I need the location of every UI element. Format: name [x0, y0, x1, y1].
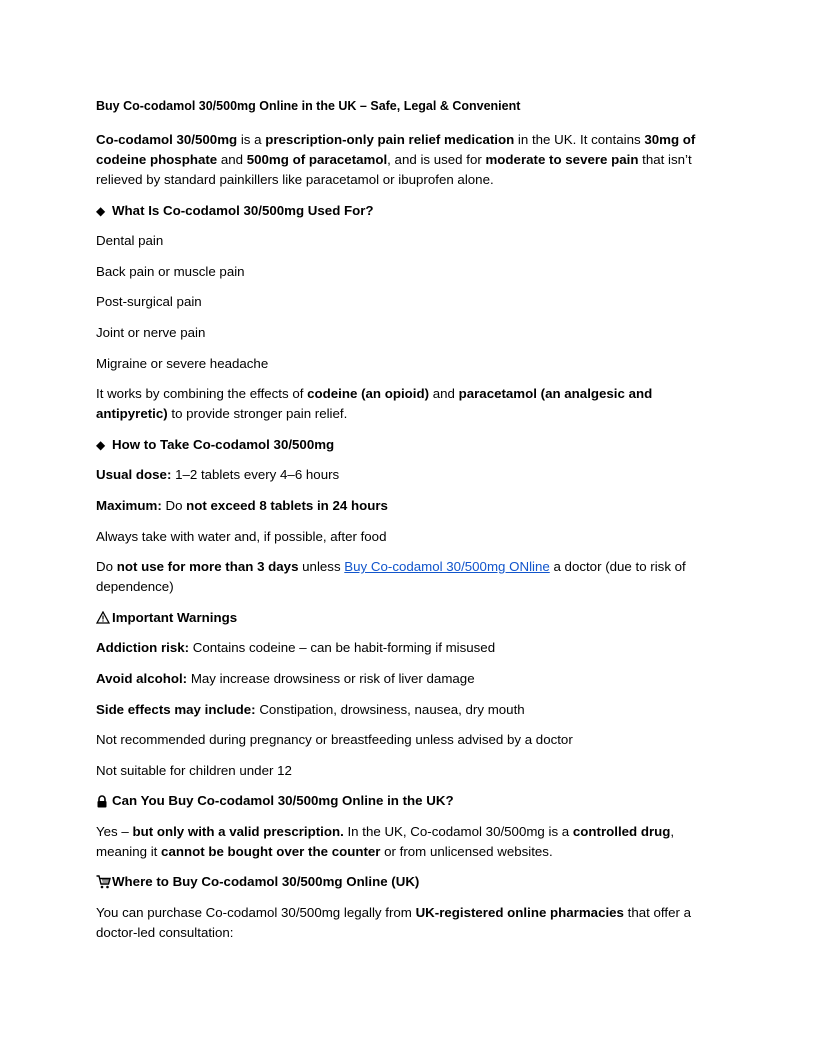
- used-for-heading: ◆ What Is Co-codamol 30/500mg Used For?: [96, 201, 722, 221]
- can-buy-heading: Can You Buy Co-codamol 30/500mg Online in the UK?: [96, 791, 722, 811]
- where-paragraph: You can purchase Co-codamol 30/500mg legally from UK-registered online pharmacies that offer a doctor-led consultation:: [96, 905, 691, 941]
- warning-icon: [96, 611, 112, 624]
- document-page: [96, 96, 722, 954]
- days-instruction: Do not use for more than 3 days unless Buy Co-codamol 30/500mg ONline a doctor (due to risk of dependence): [96, 559, 686, 595]
- side-effects-warning: Side effects may include: Constipation, drowsiness, nausea, dry mouth: [96, 701, 525, 717]
- alcohol-warning: Avoid alcohol: May increase drowsiness or risk of liver damage: [96, 670, 475, 686]
- list-item: Back pain or muscle pain: [96, 263, 245, 279]
- diamond-icon: ◆: [96, 437, 106, 452]
- intro-paragraph: Co-codamol 30/500mg is a prescription-only pain relief medication in the UK. It contains 30mg of codeine phosphate and 500mg of paracetamol, and is used for moderate to severe pain that isn’t relieved by standard painkillers like paracetamol or ibuprofen alone.: [96, 132, 696, 187]
- diamond-icon: ◆: [96, 203, 106, 218]
- addiction-warning: Addiction risk: Contains codeine – can be habit-forming if misused: [96, 640, 496, 656]
- children-warning: Not suitable for children under 12: [96, 762, 292, 778]
- can-buy-paragraph: Yes – but only with a valid prescription. In the UK, Co-codamol 30/500mg is a controlled drug, meaning it cannot be bought over the counter or from unlicensed websites.: [96, 823, 675, 859]
- cart-icon: [96, 875, 112, 889]
- list-item: Joint or nerve pain: [96, 324, 206, 340]
- list-item: Migraine or severe headache: [96, 355, 269, 371]
- list-item: Post-surgical pain: [96, 294, 202, 310]
- lock-icon: [96, 795, 112, 808]
- buy-online-link[interactable]: Buy Co-codamol 30/500mg ONline: [344, 559, 550, 575]
- page-title: Buy Co-codamol 30/500mg Online in the UK – Safe, Legal & Convenient: [96, 99, 521, 113]
- works-paragraph: It works by combining the effects of codeine (an opioid) and paracetamol (an analgesic and antipyretic) to provide stronger pain relief.: [96, 386, 653, 422]
- list-item: Dental pain: [96, 233, 164, 249]
- maximum-dose: Maximum: Do not exceed 8 tablets in 24 hours: [96, 497, 388, 513]
- pregnancy-warning: Not recommended during pregnancy or breastfeeding unless advised by a doctor: [96, 732, 573, 748]
- how-to-heading: ◆ How to Take Co-codamol 30/500mg: [96, 435, 722, 455]
- warnings-heading: Important Warnings: [96, 608, 722, 628]
- water-instruction: Always take with water and, if possible, after food: [96, 528, 387, 544]
- where-heading: Where to Buy Co-codamol 30/500mg Online (UK): [96, 872, 722, 892]
- usual-dose: Usual dose: 1–2 tablets every 4–6 hours: [96, 467, 340, 483]
